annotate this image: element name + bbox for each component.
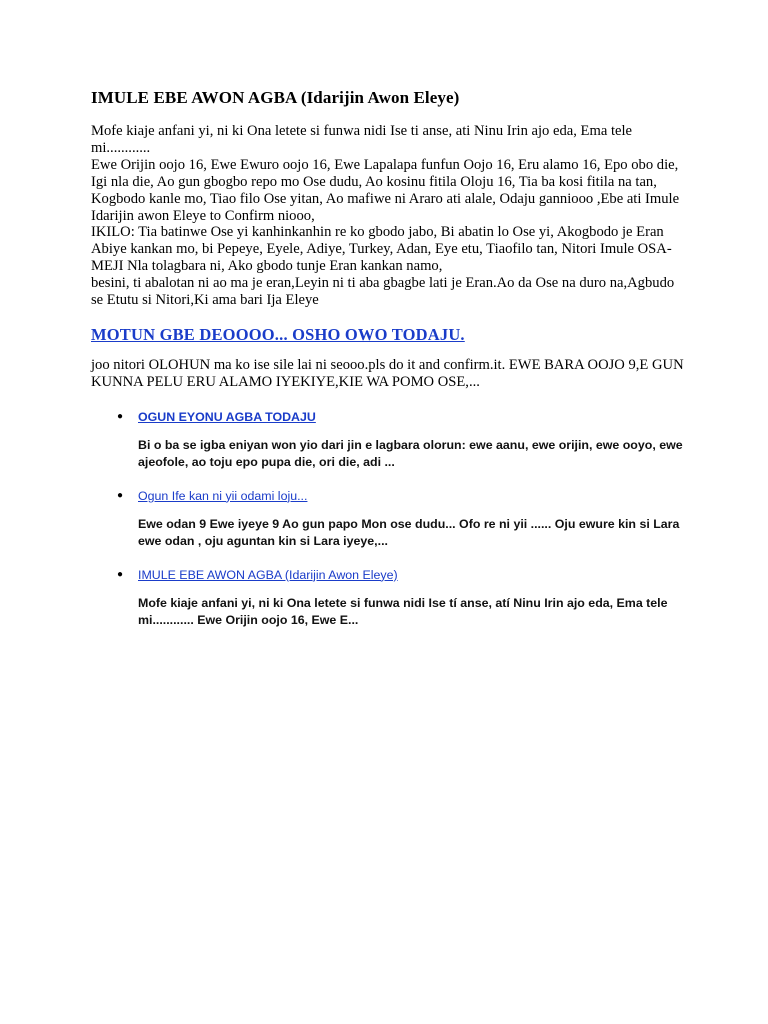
intro-paragraph [91,123,688,309]
intro-line-3: IKILO: Tia batinwe Ose yi kanhinkanhin re ko gbodo jabo, Bi abatin lo Ose yi, Akogbodo je Eran Abiye kankan mo, bi Pepeye, Eyele, Adiye, Turkey, Adan, Eye etu, Tiaofilo tan, Nitori Imule OSA-MEJI Nla tolagbara ni, Ako gbodo tunje Eran kankan namo, [91,224,672,275]
related-link[interactable]: OGUN EYONU AGBA TODAJU [138,409,316,424]
related-link[interactable]: Ogun Ife kan ni yii odami loju... [138,488,308,503]
related-item [91,487,688,550]
related-description: Bi o ba se igba eniyan won yio dari jin e lagbara olorun: ewe aanu, ewe orijin, ewe ooyo, ewe ajeofole, ao toju epo pupa die, ori die, adi ... [138,437,683,469]
related-item [91,408,688,471]
section-heading[interactable]: MOTUN GBE DEOOOO... OSHO OWO TODAJU. [91,324,465,344]
section-text: joo nitori OLOHUN ma ko ise sile lai ni seooo.pls do it and confirm.it. EWE BARA OOJO 9,E GUN KUNNA PELU ERU ALAMO IYEKIYE,KIE WA POMO OSE,... [91,356,684,390]
intro-line-2: Ewe Orijin oojo 16, Ewe Ewuro oojo 16, Ewe Lapalapa funfun Oojo 16, Eru alamo 16, Epo obo die, Igi nla die, Ao gun gbogbo repo mo Ose dudu, Ao kosinu fitila Oloju 16, Tia ba kosi fitila na tan, Kogbodo kanle mo, Tiao filo Ose yitan, Ao mafiwe ni Araro ati alale, Odaju ganniooo ,Ebe ati Imule Idarijin awon Eleye to Confirm niooo, [91,156,680,224]
bullet-icon: ● [117,410,124,422]
related-description: Mofe kiaje anfani yi, ni ki Ona letete si funwa nidi Ise tí anse, atí Ninu Irin ajo eda, Ema tele mi............ Ewe Orijin oojo 16, Ewe E... [138,595,668,627]
related-item [91,566,688,629]
document-title: IMULE EBE AWON AGBA (Idarijin Awon Eleye) [91,88,460,107]
related-documents-list [91,408,688,629]
intro-line-1: Mofe kiaje anfani yi, ni ki Ona letete si funwa nidi Ise ti anse, ati Ninu Irin ajo eda, Ema tele mi............ [91,123,633,156]
bullet-icon: ● [117,568,124,580]
intro-line-4: besini, ti abalotan ni ao ma je eran,Leyin ni ti aba gbagbe lati je Eran.Ao da Ose na duro na,Agbudo se Etutu si Nitori,Ki ama bari Ija Eleye [91,275,675,309]
related-link[interactable]: IMULE EBE AWON AGBA (Idarijin Awon Eleye) [138,567,398,582]
bullet-icon: ● [117,489,124,501]
related-description: Ewe odan 9 Ewe iyeye 9 Ao gun papo Mon ose dudu... Ofo re ni yii ...... Oju ewure kin si Lara ewe odan , oju aguntan kin si Lara iyeye,... [138,516,680,548]
